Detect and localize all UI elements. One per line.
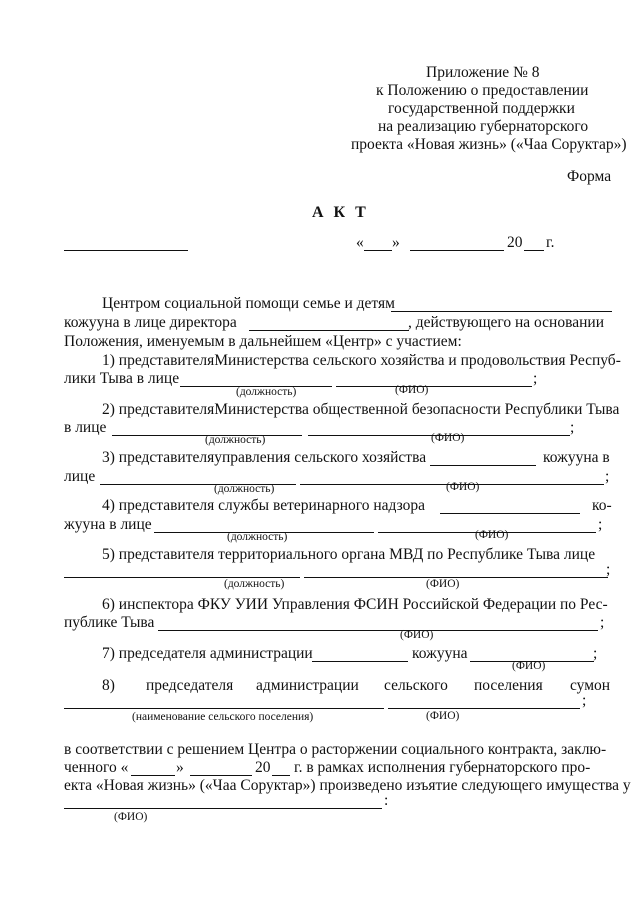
- item-4-district-line[interactable]: [440, 513, 580, 514]
- item-3-district-line[interactable]: [430, 465, 536, 466]
- item-8-line: 8): [102, 677, 115, 694]
- semicolon: ;: [533, 370, 538, 387]
- semicolon: ;: [582, 692, 587, 709]
- appendix-ref-line: государственной поддержки: [388, 100, 575, 117]
- document-title: А К Т: [312, 204, 369, 221]
- intro-line: кожууна в лице директора: [64, 314, 237, 331]
- colon: :: [384, 792, 389, 809]
- conclusion-line: ченного «: [64, 759, 129, 776]
- conclusion-line: »: [176, 759, 184, 776]
- appendix-number: Приложение № 8: [426, 64, 540, 81]
- item-7-district-line[interactable]: [312, 661, 408, 662]
- semicolon: ;: [605, 468, 610, 485]
- conclusion-line: екта «Новая жизнь» («Чаа Соруктар») произведено изъятие следующего имущества у: [64, 777, 631, 794]
- item-1-fio-line[interactable]: [336, 386, 532, 387]
- semicolon: ;: [570, 419, 575, 436]
- item-6-line: 6) инспектора ФКУ УИИ Управления ФСИН Российской Федерации по Рес-: [102, 596, 608, 613]
- contract-month-line[interactable]: [190, 775, 252, 776]
- item-3-line: 3) представителяуправления сельского хозяйства: [102, 449, 427, 466]
- date-close-quote: »: [392, 234, 400, 251]
- conclusion-line: г. в рамках исполнения губернаторского про-: [294, 759, 591, 776]
- item-8-line: председателя: [146, 677, 234, 694]
- position-caption: (должность): [205, 434, 266, 446]
- semicolon: ;: [593, 645, 598, 662]
- item-2-line: в лице: [64, 419, 107, 436]
- fio-caption: (ФИО): [395, 384, 429, 396]
- appendix-ref-line: на реализацию губернаторского: [378, 118, 589, 135]
- intro-line: Положения, именуемым в дальнейшем «Центр» с участием:: [64, 333, 462, 350]
- recipient-fio-line[interactable]: [64, 808, 382, 809]
- item-4-line: жууна в лице: [64, 516, 152, 533]
- item-1-line: лики Тыва в лице: [64, 370, 180, 387]
- item-2-line: 2) представителяМинистерства общественной безопасности Республики Тыва: [102, 401, 620, 418]
- semicolon: ;: [600, 614, 605, 631]
- item-8-line: сельского: [384, 677, 448, 694]
- form-label: Форма: [567, 168, 612, 185]
- director-field-line[interactable]: [249, 330, 409, 331]
- contract-year-line[interactable]: [272, 775, 290, 776]
- item-4-line: 4) представителя службы ветеринарного надзора: [102, 497, 425, 514]
- item-8-fio-line[interactable]: [388, 708, 580, 709]
- item-3-line: лице: [64, 468, 96, 485]
- item-8-line: сумон: [570, 677, 611, 694]
- fio-caption: (ФИО): [475, 529, 509, 541]
- position-caption: (должность): [224, 578, 285, 590]
- position-caption: (должность): [214, 483, 275, 495]
- item-8-line: поселения: [474, 677, 543, 694]
- appendix-ref-line: проекта «Новая жизнь» («Чаа Соруктар»): [351, 136, 627, 153]
- fio-caption: (ФИО): [426, 710, 460, 722]
- fio-caption: (ФИО): [426, 578, 460, 590]
- month-field-line[interactable]: [410, 250, 504, 251]
- settlement-caption: (наименование сельского поселения): [132, 711, 314, 723]
- item-6-fio-line[interactable]: [158, 630, 598, 631]
- intro-line: Центром социальной помощи семье и детям: [102, 295, 395, 312]
- fio-caption: (ФИО): [114, 811, 148, 823]
- item-1-line: 1) представителяМинистерства сельского хозяйства и продовольствия Респуб-: [102, 352, 621, 369]
- center-name-field-line[interactable]: [391, 311, 612, 312]
- fio-caption: (ФИО): [431, 432, 465, 444]
- semicolon: ;: [606, 561, 611, 578]
- item-7-line: 7) председателя администрации: [102, 645, 313, 662]
- item-3-line: кожууна в: [543, 449, 610, 466]
- year-suffix: г.: [546, 234, 555, 251]
- year-field-line[interactable]: [524, 250, 544, 251]
- intro-line: , действующего на основании: [408, 314, 604, 331]
- item-5-line: 5) представителя территориального органа МВД по Республике Тыва лице: [102, 546, 596, 563]
- semicolon: ;: [598, 516, 603, 533]
- fio-caption: (ФИО): [446, 481, 480, 493]
- date-open-quote: «: [356, 234, 364, 251]
- position-caption: (должность): [227, 531, 288, 543]
- day-field-line[interactable]: [364, 250, 392, 251]
- fio-caption: (ФИО): [400, 629, 434, 641]
- item-4-line: ко-: [592, 497, 612, 514]
- item-6-line: публике Тыва: [64, 614, 155, 631]
- contract-day-line[interactable]: [131, 775, 175, 776]
- place-field-line[interactable]: [64, 250, 188, 251]
- year-prefix: 20: [507, 234, 523, 251]
- item-8-settlement-line[interactable]: [64, 708, 384, 709]
- fio-caption: (ФИО): [512, 660, 546, 672]
- conclusion-line: в соответствии с решением Центра о расторжении социального контракта, заклю-: [64, 741, 607, 758]
- conclusion-line: 20: [255, 759, 271, 776]
- item-7-line: кожууна: [412, 645, 468, 662]
- appendix-ref-line: к Положению о предоставлении: [376, 82, 589, 99]
- item-8-line: администрации: [256, 677, 359, 694]
- position-caption: (должность): [236, 386, 297, 398]
